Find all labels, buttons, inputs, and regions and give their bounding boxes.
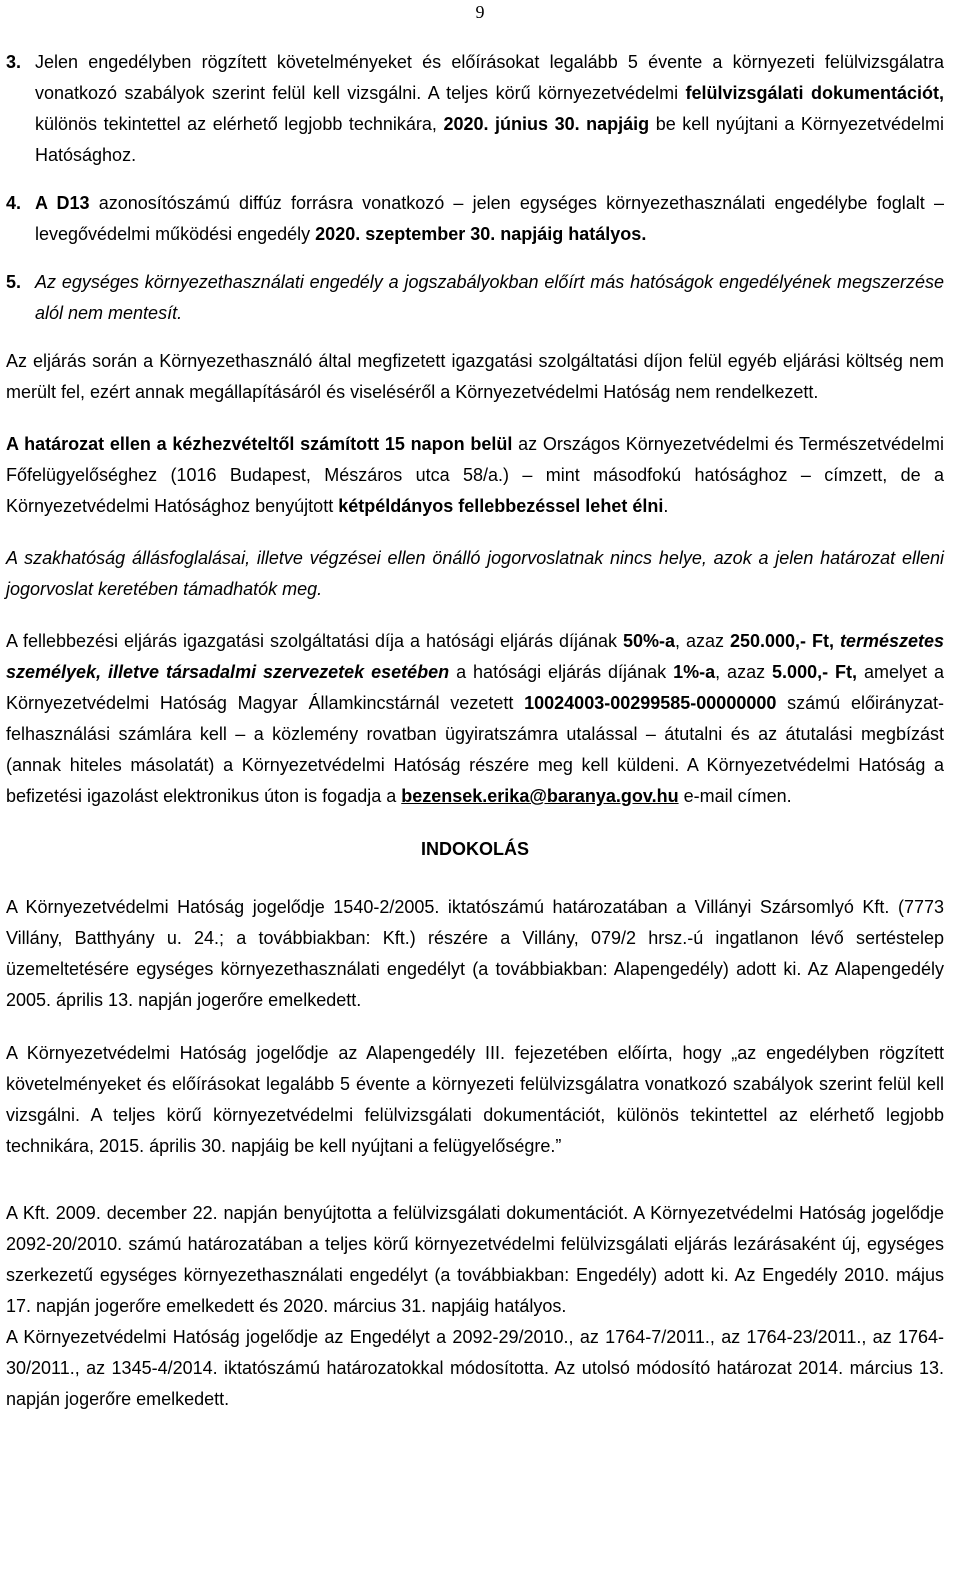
list-item-text: A D13 azonosítószámú diffúz forrásra vonatkozó – jelen egységes környezethasználati engedélybe foglalt – levegővédelmi működési engedély 2020. szeptember 30. napjáig hatályos.: [35, 193, 944, 244]
email-link[interactable]: bezensek.erika@baranya.gov.hu: [401, 786, 679, 806]
reasoning-paragraph-1: A Környezetvédelmi Hatóság jogelődje 1540-2/2005. iktatószámú határozatában a Villányi Szársomlyó Kft. (7773 Villány, Batthyány u. 24.; a továbbiakban: Kft.) részére a Villány, 079/2 hrsz.-ú ingatlanon lévő sertéstelep üzemeltetésére egységes környezethasználati engedélyt (a továbbiakban: Alapengedély) adott ki. Az Alapengedély 2005. április 13. napján jogerőre emelkedett.: [6, 897, 944, 1010]
list-number: 4.: [6, 193, 22, 213]
section-heading: INDOKOLÁS: [421, 839, 529, 859]
list-item-4: [6, 188, 944, 250]
list-number: 5.: [6, 272, 22, 292]
list-item-text: Jelen engedélyben rögzített követelményeket és előírásokat legalább 5 évente a környezeti felülvizsgálatra vonatkozó szabályok szerint felül kell vizsgálni. A teljes körű környezetvédelmi felülvizsgálati dokumentációt, különös tekintettel az elérhető legjobb technikára, 2020. június 30. napjáig be kell nyújtani a Környezetvédelmi Hatósághoz.: [35, 52, 944, 165]
appeal-paragraph: A határozat ellen a kézhezvételtől számított 15 napon belül az Országos Környezetvédelmi és Természetvédelmi Főfelügyelőséghez (1016 Budapest, Mészáros utca 58/a.) – mint másodfokú hatósághoz – címzett, de a Környezetvédelmi Hatósághoz benyújtott kétpéldányos fellebbezéssel lehet élni.: [6, 434, 944, 516]
specialist-authority-paragraph: A szakhatóság állásfoglalásai, illetve végzései ellen önálló jogorvoslatnak nincs helye, azok a jelen határozat elleni jogorvoslat keretében támadhatók meg.: [6, 548, 944, 599]
costs-paragraph: Az eljárás során a Környezethasználó által megfizetett igazgatási szolgáltatási díjon felül egyéb eljárási költség nem merült fel, ezért annak megállapításáról és viseléséről a Környezetvédelmi Hatóság nem rendelkezett.: [6, 351, 944, 402]
list-item-3: [6, 47, 944, 171]
page-number: 9: [475, 2, 485, 22]
list-item-5: [6, 267, 944, 329]
document-body: [6, 47, 944, 1415]
list-item-text: Az egységes környezethasználati engedély a jogszabályokban előírt más hatóságok engedélyének megszerzése alól nem mentesít.: [35, 272, 944, 323]
list-number: 3.: [6, 52, 22, 72]
reasoning-paragraph-3: A Kft. 2009. december 22. napján benyújtotta a felülvizsgálati dokumentációt. A Környezetvédelmi Hatóság jogelődje 2092-20/2010. számú határozatában a teljes körű környezetvédelmi felülvizsgálati eljárás lezárásaként új, egységes szerkezetű egységes környezethasználati engedélyt (a továbbiakban: Engedély) adott ki. Az Engedély 2010. május 17. napján jogerőre emelkedett és 2020. március 31. napjáig hatályos.: [6, 1203, 944, 1316]
reasoning-paragraph-4: A Környezetvédelmi Hatóság jogelődje az Engedélyt a 2092-29/2010., az 1764-7/2011., az 1764-23/2011., az 1764-30/2011., az 1345-4/2014. iktatószámú határozatokkal módosította. Az utolsó módosító határozat 2014. március 13. napján jogerőre emelkedett.: [6, 1327, 944, 1409]
appeal-fee-paragraph: A fellebbezési eljárás igazgatási szolgáltatási díja a hatósági eljárás díjának 50%-a, azaz 250.000,- Ft, természetes személyek, illetve társadalmi szervezetek esetében a hatósági eljárás díjának 1%-a, azaz 5.000,- Ft, amelyet a Környezetvédelmi Hatóság Magyar Államkincstárnál vezetett 10024003-00299585-00000000 számú előirányzat-felhasználási számlára kell – a közlemény rovatban ügyiratszámra utalással – átutalni és az átutalási megbízást (annak hiteles másolatát) a Környezetvédelmi Hatóság részére meg kell küldeni. A Környezetvédelmi Hatóság a befizetési igazolást elektronikus úton is fogadja a bezensek.erika@baranya.gov.hu e-mail címen.: [6, 631, 945, 806]
reasoning-paragraph-2: A Környezetvédelmi Hatóság jogelődje az Alapengedély III. fejezetében előírta, hogy „az engedélyben rögzített követelményeket és előírásokat legalább 5 évente a környezeti felülvizsgálatra vonatkozó szabályok szerint felül kell vizsgálni. A teljes körű környezetvédelmi felülvizsgálati dokumentációt, különös tekintettel az elérhető legjobb technikára, 2015. április 30. napjáig be kell nyújtani a felügyelőségre.”: [6, 1043, 944, 1156]
